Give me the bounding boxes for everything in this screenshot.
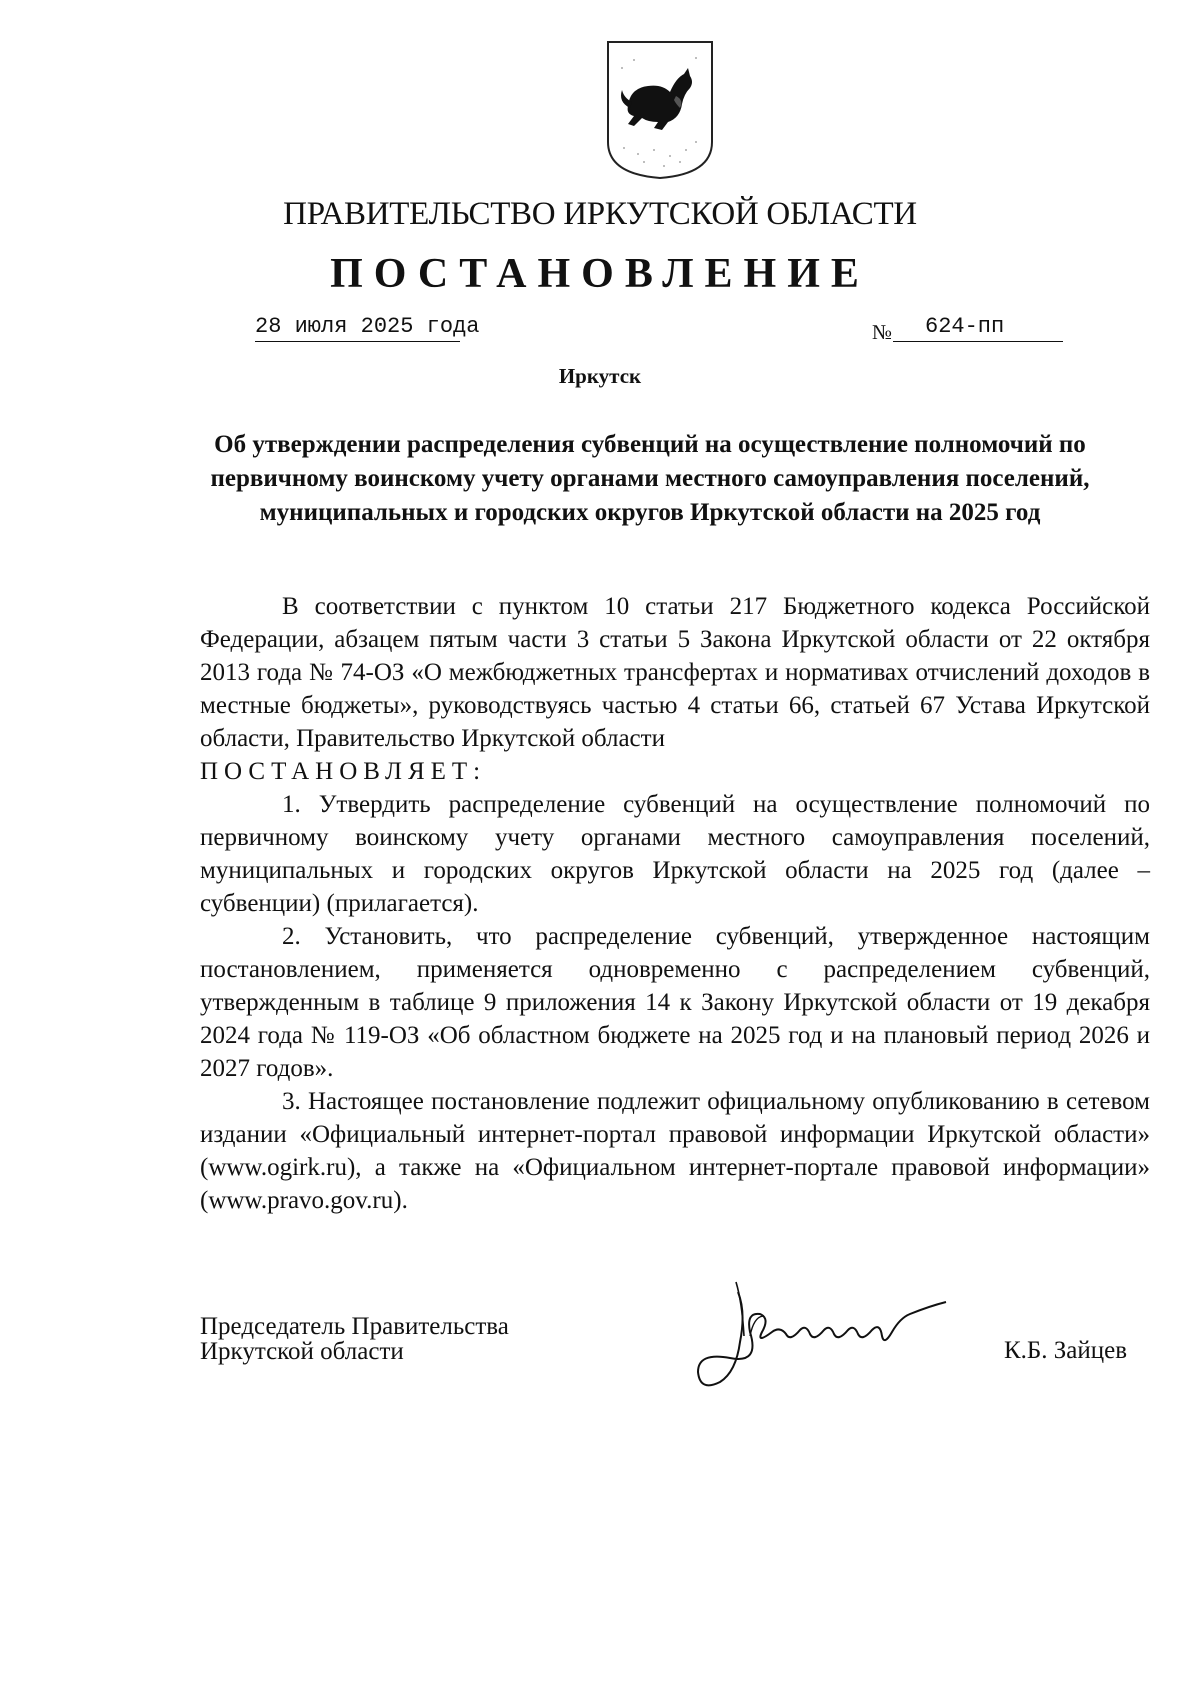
item-2: 2. Установить, что распределение субвенций, утвержденное настоящим постановлением, применяется одновременно с распределением субвенций, утвержденным в таблице 9 приложения 14 к Закону Иркутской области от 19 декабря 2024 года № 119-ОЗ «Об областном бюджете на 2025 год и на плановый период 2026 и 2027 годов». [200, 923, 1150, 1082]
item-1: 1. Утвердить распределение субвенций на осуществление полномочий по первичному воинскому учету органами местного самоуправления поселений, муниципальных и городских округов Иркутской области на 2025 год (далее – субвенции) (прилагается). [200, 791, 1150, 917]
item-3: 3. Настоящее постановление подлежит официальному опубликованию в сетевом издании «Официальный интернет-портал правовой информации Иркутской области» (www.ogirk.ru), а также на «Официальном интернет-портале правовой информации» (www.pravo.gov.ru). [200, 1088, 1150, 1214]
document-date: 28 июля 2025 года [255, 314, 460, 342]
document-type: ПОСТАНОВЛЕНИЕ [330, 251, 870, 297]
irkutsk-coat-of-arms-icon [604, 38, 716, 180]
resolves-word: ПОСТАНОВЛЯЕТ: [200, 758, 487, 785]
government-name: ПРАВИТЕЛЬСТВО ИРКУТСКОЙ ОБЛАСТИ [283, 196, 917, 232]
document-number: 624-пп [893, 314, 1063, 342]
document-title: Об утверждении распределения субвенций на осуществление полномочий по первичному воинскому учету органами местного самоуправления поселений, муниципальных и городских округов Иркутской области на 2025 год [210, 431, 1090, 526]
document-body [200, 590, 1150, 1217]
preamble: В соответствии с пунктом 10 статьи 217 Бюджетного кодекса Российской Федерации, абзацем пятым части 3 статьи 5 Закона Иркутской области от 22 октября 2013 года № 74-ОЗ «О межбюджетных трансфертах и нормативах отчислений доходов в местные бюджеты», руководствуясь частью 4 статьи 66, статьей 67 Устава Иркутской области, Правительство Иркутской области [200, 593, 1150, 752]
signatory-name: К.Б. Зайцев [1004, 1337, 1128, 1364]
number-sign: № [872, 320, 893, 344]
position-line-1: Председатель Правительства [200, 1313, 509, 1340]
signatory-position [200, 1314, 509, 1364]
handwritten-signature [690, 1272, 990, 1422]
city: Иркутск [558, 364, 642, 388]
position-line-2: Иркутской области [200, 1338, 404, 1365]
